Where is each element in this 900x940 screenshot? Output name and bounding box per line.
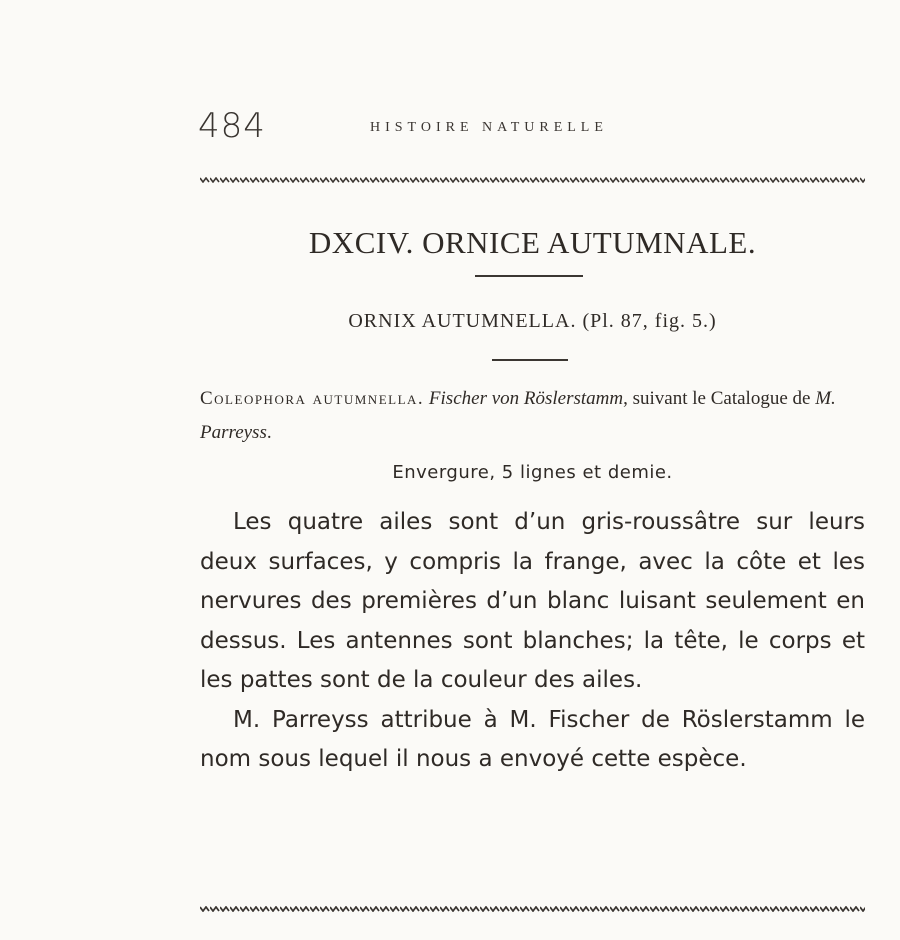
paragraph-attribution: M. Parreyss attribue à M. Fischer de Röslerstamm le nom sous lequel il nous a envoyé cette espèce. bbox=[200, 706, 865, 772]
species-name: ORNIX AUTUMNELLA. (Pl. 87, fig. 5.) bbox=[348, 310, 717, 332]
zigzag-ornament-icon bbox=[200, 177, 865, 183]
synonymy-paragraph bbox=[200, 382, 865, 450]
paragraph-description: Les quatre ailes sont d’un gris-roussâtre sur leurs deux surfaces, y compris la frange, avec la côte et les nervures des premières d’un blanc luisant seulement en dessus. Les antennes sont blanches; la tête, le corps et les pattes sont de la couleur des ailes. bbox=[200, 509, 865, 693]
zigzag-ornament-icon bbox=[200, 906, 865, 912]
species-rule bbox=[492, 359, 568, 361]
title-rule bbox=[475, 275, 583, 277]
chapter-title: DXCIV. ORNICE AUTUMNALE. bbox=[308, 225, 757, 260]
ornamental-rule-bottom bbox=[200, 906, 865, 912]
wingspan-line: Envergure, 5 lignes et demie. bbox=[392, 462, 673, 483]
synonym-collector: M. Parreyss bbox=[200, 388, 836, 443]
ornamental-rule-top bbox=[200, 177, 865, 183]
description-body bbox=[200, 503, 865, 780]
synonym-end: . bbox=[266, 422, 272, 443]
synonym-author: Fischer von Röslerstamm bbox=[428, 388, 624, 409]
synonym-middle: , suivant le Catalogue de bbox=[623, 388, 816, 409]
synonym-genus: Coleophora autumnella. bbox=[200, 388, 425, 409]
page-number: 484 bbox=[198, 106, 266, 146]
running-head: HISTOIRE NATURELLE bbox=[370, 120, 608, 135]
